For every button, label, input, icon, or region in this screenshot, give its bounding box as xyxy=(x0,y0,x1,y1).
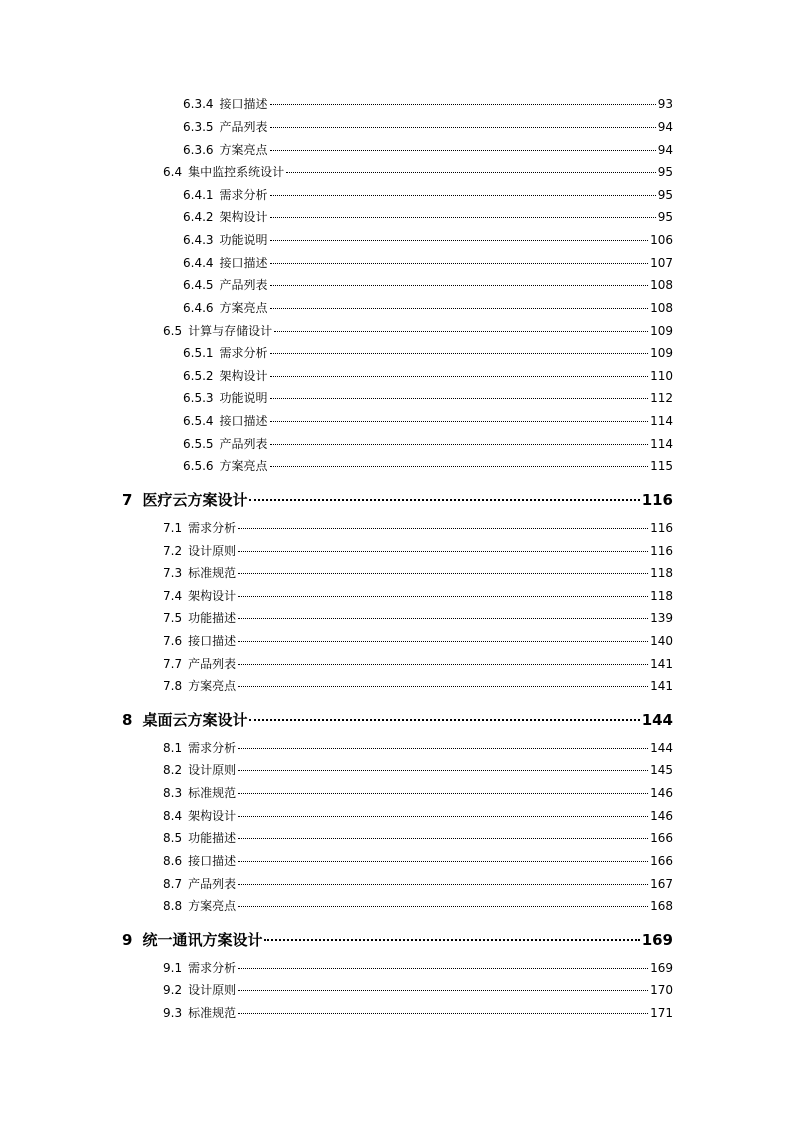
toc-page-number: 95 xyxy=(657,210,673,224)
toc-title: 产品列表 xyxy=(188,877,237,891)
toc-page-number: 106 xyxy=(650,233,673,247)
toc-entry[interactable] xyxy=(183,187,673,203)
toc-number: 6.3.5 xyxy=(183,120,214,134)
toc-page-number: 146 xyxy=(650,809,673,823)
dot-leader xyxy=(270,127,656,128)
dot-leader xyxy=(238,816,648,817)
toc-entry[interactable] xyxy=(183,390,673,406)
toc-page-number: 141 xyxy=(650,679,673,693)
toc-entry[interactable] xyxy=(163,588,673,604)
dot-leader xyxy=(270,421,649,422)
dot-leader xyxy=(270,376,649,377)
dot-leader xyxy=(274,331,648,332)
toc-title: 医疗云方案设计 xyxy=(142,491,248,509)
dot-leader xyxy=(238,838,648,839)
toc-number: 6.4.5 xyxy=(183,278,214,292)
toc-page-number: 109 xyxy=(650,324,673,338)
dot-leader xyxy=(270,444,649,445)
dot-leader xyxy=(238,748,648,749)
toc-entry[interactable] xyxy=(183,142,673,158)
toc-entry[interactable] xyxy=(183,277,673,293)
toc-page-number: 112 xyxy=(650,391,673,405)
toc-title: 计算与存储设计 xyxy=(188,324,273,338)
toc-entry[interactable] xyxy=(163,656,673,672)
toc-title: 产品列表 xyxy=(219,437,268,451)
toc-page-number: 107 xyxy=(650,256,673,270)
toc-title: 方案亮点 xyxy=(188,679,237,693)
toc-number: 6.4.6 xyxy=(183,301,214,315)
toc-number: 8 xyxy=(122,711,133,729)
dot-leader xyxy=(238,793,648,794)
toc-title: 需求分析 xyxy=(219,346,268,360)
toc-page-number: 94 xyxy=(657,143,673,157)
toc-entry[interactable] xyxy=(163,898,673,914)
toc-title: 需求分析 xyxy=(188,961,237,975)
toc-entry[interactable] xyxy=(163,633,673,649)
toc-title: 接口描述 xyxy=(188,634,237,648)
toc-entry[interactable] xyxy=(163,785,673,801)
toc-entry[interactable] xyxy=(183,436,673,452)
toc-number: 7.1 xyxy=(163,521,183,535)
toc-page-number: 171 xyxy=(650,1006,673,1020)
dot-leader xyxy=(270,466,649,467)
toc-page-number: 170 xyxy=(650,983,673,997)
toc-title: 集中监控系统设计 xyxy=(188,165,285,179)
toc-number: 6.4.2 xyxy=(183,210,214,224)
toc-number: 6.5.1 xyxy=(183,346,214,360)
toc-title: 方案亮点 xyxy=(219,301,268,315)
toc-number: 8.4 xyxy=(163,809,183,823)
toc-entry[interactable] xyxy=(163,1005,673,1021)
toc-number: 6.4.4 xyxy=(183,256,214,270)
toc-page-number: 95 xyxy=(657,165,673,179)
toc-entry[interactable] xyxy=(163,960,673,976)
toc-number: 6.4.3 xyxy=(183,233,214,247)
toc-title: 功能说明 xyxy=(219,233,268,247)
toc-title: 需求分析 xyxy=(219,188,268,202)
toc-title: 方案亮点 xyxy=(219,459,268,473)
toc-entry[interactable] xyxy=(183,413,673,429)
toc-entry[interactable] xyxy=(183,458,673,474)
toc-entry[interactable] xyxy=(163,164,673,180)
toc-page-number: 109 xyxy=(650,346,673,360)
toc-page-number: 95 xyxy=(657,188,673,202)
toc-entry[interactable] xyxy=(163,830,673,846)
dot-leader xyxy=(238,990,648,991)
dot-leader xyxy=(270,150,656,151)
toc-page-number: 118 xyxy=(650,566,673,580)
toc-title: 接口描述 xyxy=(188,854,237,868)
toc-entry[interactable] xyxy=(163,982,673,998)
toc-entry[interactable] xyxy=(163,610,673,626)
dot-leader xyxy=(270,240,649,241)
toc-number: 6.3.4 xyxy=(183,97,214,111)
toc-number: 8.5 xyxy=(163,831,183,845)
toc-page-number: 144 xyxy=(641,711,673,729)
toc-entry[interactable] xyxy=(183,368,673,384)
toc-title: 方案亮点 xyxy=(219,143,268,157)
toc-page-number: 169 xyxy=(641,931,673,949)
dot-leader xyxy=(238,968,648,969)
toc-number: 6.3.6 xyxy=(183,143,214,157)
toc-page-number: 169 xyxy=(650,961,673,975)
toc-page-number: 168 xyxy=(650,899,673,913)
dot-leader xyxy=(270,195,656,196)
toc-page-number: 94 xyxy=(657,120,673,134)
toc-entry[interactable] xyxy=(163,762,673,778)
toc-entry[interactable] xyxy=(163,808,673,824)
toc-entry[interactable] xyxy=(183,209,673,225)
toc-entry[interactable] xyxy=(183,345,673,361)
toc-number: 9 xyxy=(122,931,133,949)
dot-leader xyxy=(238,551,648,552)
dot-leader xyxy=(249,719,639,721)
dot-leader xyxy=(238,641,648,642)
toc-title: 需求分析 xyxy=(188,521,237,535)
toc-title: 方案亮点 xyxy=(188,899,237,913)
toc-entry[interactable] xyxy=(163,543,673,559)
dot-leader xyxy=(249,499,639,501)
toc-title: 标准规范 xyxy=(188,1006,237,1020)
toc-number: 7.3 xyxy=(163,566,183,580)
toc-number: 6.5.4 xyxy=(183,414,214,428)
toc-title: 产品列表 xyxy=(219,278,268,292)
dot-leader xyxy=(238,664,648,665)
toc-number: 9.2 xyxy=(163,983,183,997)
toc-number: 8.7 xyxy=(163,877,183,891)
toc-number: 6.4.1 xyxy=(183,188,214,202)
toc-entry[interactable] xyxy=(183,300,673,316)
toc-number: 8.2 xyxy=(163,763,183,777)
toc-page-number: 114 xyxy=(650,414,673,428)
toc-page-number: 145 xyxy=(650,763,673,777)
toc-title: 架构设计 xyxy=(219,210,268,224)
toc-title: 设计原则 xyxy=(188,763,237,777)
toc-chapter-entry[interactable] xyxy=(122,930,673,950)
toc-title: 统一通讯方案设计 xyxy=(142,931,263,949)
toc-chapter-entry[interactable] xyxy=(122,710,673,730)
toc-title: 接口描述 xyxy=(219,256,268,270)
toc-page-number: 166 xyxy=(650,831,673,845)
toc-number: 7.2 xyxy=(163,544,183,558)
dot-leader xyxy=(238,884,648,885)
dot-leader xyxy=(238,596,648,597)
dot-leader xyxy=(238,906,648,907)
toc-title: 桌面云方案设计 xyxy=(142,711,248,729)
dot-leader xyxy=(270,398,649,399)
toc-entry[interactable] xyxy=(163,323,673,339)
toc-entry[interactable] xyxy=(163,740,673,756)
dot-leader xyxy=(238,573,648,574)
dot-leader xyxy=(270,263,649,264)
toc-title: 需求分析 xyxy=(188,741,237,755)
toc-title: 标准规范 xyxy=(188,566,237,580)
toc-title: 标准规范 xyxy=(188,786,237,800)
toc-title: 架构设计 xyxy=(188,589,237,603)
toc-page-number: 108 xyxy=(650,301,673,315)
toc-number: 7.4 xyxy=(163,589,183,603)
toc-entry[interactable] xyxy=(183,119,673,135)
toc-page-number: 93 xyxy=(657,97,673,111)
toc-page-number: 139 xyxy=(650,611,673,625)
dot-leader xyxy=(286,172,656,173)
toc-title: 功能说明 xyxy=(219,391,268,405)
toc-number: 8.8 xyxy=(163,899,183,913)
toc-title: 功能描述 xyxy=(188,831,237,845)
dot-leader xyxy=(264,939,639,941)
toc-entry[interactable] xyxy=(183,255,673,271)
toc-page-number: 110 xyxy=(650,369,673,383)
toc-page-number: 167 xyxy=(650,877,673,891)
toc-number: 9.1 xyxy=(163,961,183,975)
toc-number: 8.3 xyxy=(163,786,183,800)
dot-leader xyxy=(238,861,648,862)
toc-number: 8.6 xyxy=(163,854,183,868)
toc-page-number: 144 xyxy=(650,741,673,755)
toc-page-number: 141 xyxy=(650,657,673,671)
toc-title: 产品列表 xyxy=(219,120,268,134)
toc-number: 7.7 xyxy=(163,657,183,671)
toc-number: 6.5.2 xyxy=(183,369,214,383)
toc-title: 设计原则 xyxy=(188,983,237,997)
dot-leader xyxy=(238,528,648,529)
toc-entry[interactable] xyxy=(163,565,673,581)
toc-page-number: 115 xyxy=(650,459,673,473)
toc-number: 8.1 xyxy=(163,741,183,755)
dot-leader xyxy=(238,1013,648,1014)
toc-page-number: 116 xyxy=(641,491,673,509)
toc-page-number: 118 xyxy=(650,589,673,603)
toc-title: 接口描述 xyxy=(219,97,268,111)
toc-entry[interactable] xyxy=(183,232,673,248)
toc-entry[interactable] xyxy=(163,678,673,694)
toc-number: 6.5.5 xyxy=(183,437,214,451)
toc-title: 架构设计 xyxy=(219,369,268,383)
dot-leader xyxy=(238,686,648,687)
toc-title: 架构设计 xyxy=(188,809,237,823)
toc-page-number: 116 xyxy=(650,544,673,558)
toc-title: 接口描述 xyxy=(219,414,268,428)
toc-entry[interactable] xyxy=(163,853,673,869)
toc-chapter-entry[interactable] xyxy=(122,490,673,510)
toc-number: 6.5.6 xyxy=(183,459,214,473)
toc-title: 设计原则 xyxy=(188,544,237,558)
toc-number: 7.5 xyxy=(163,611,183,625)
toc-number: 7.8 xyxy=(163,679,183,693)
toc-entry[interactable] xyxy=(183,96,673,112)
toc-number: 9.3 xyxy=(163,1006,183,1020)
dot-leader xyxy=(270,285,649,286)
toc-page-number: 146 xyxy=(650,786,673,800)
dot-leader xyxy=(238,618,648,619)
toc-entry[interactable] xyxy=(163,520,673,536)
toc-number: 6.5.3 xyxy=(183,391,214,405)
toc-number: 6.4 xyxy=(163,165,183,179)
toc-page-number: 114 xyxy=(650,437,673,451)
toc-number: 7 xyxy=(122,491,133,509)
dot-leader xyxy=(270,353,649,354)
toc-title: 功能描述 xyxy=(188,611,237,625)
toc-page-number: 108 xyxy=(650,278,673,292)
toc-entry[interactable] xyxy=(163,876,673,892)
toc-number: 6.5 xyxy=(163,324,183,338)
toc-number: 7.6 xyxy=(163,634,183,648)
dot-leader xyxy=(270,217,656,218)
toc-page-number: 140 xyxy=(650,634,673,648)
dot-leader xyxy=(270,308,649,309)
dot-leader xyxy=(270,104,656,105)
dot-leader xyxy=(238,770,648,771)
toc-title: 产品列表 xyxy=(188,657,237,671)
toc-page-number: 116 xyxy=(650,521,673,535)
toc-page-number: 166 xyxy=(650,854,673,868)
